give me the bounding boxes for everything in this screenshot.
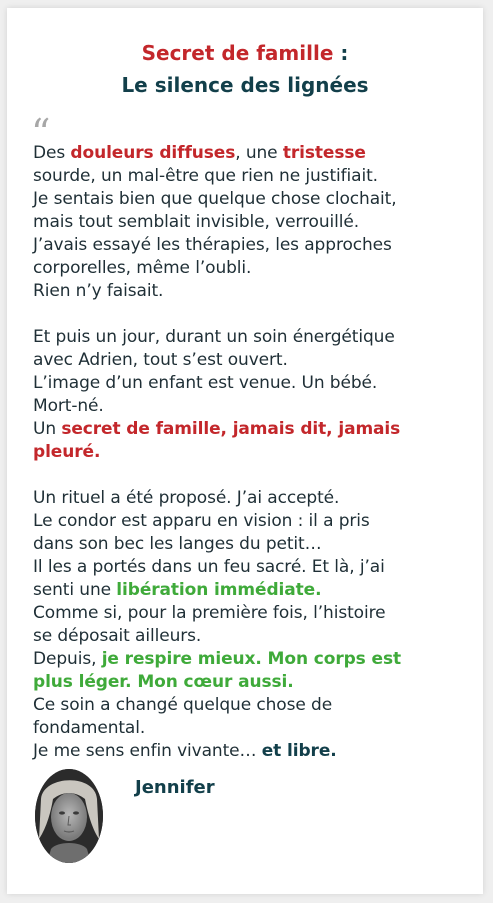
text-line: L’image d’un enfant est venue. Un bébé. [33, 373, 378, 393]
text-line: Rien n’y faisait. [33, 281, 164, 301]
text-line [33, 740, 481, 763]
highlight-green: libération immédiate. [116, 580, 322, 600]
author-name: Jennifer [135, 777, 215, 798]
text-line-highlight: plus léger. Mon cœur aussi. [33, 672, 294, 692]
highlight-dark: et libre. [261, 741, 337, 761]
text-line: Je sentais bien que quelque chose clochait, [33, 189, 397, 209]
text-line [33, 418, 481, 441]
text-line: Et puis un jour, durant un soin énergétique [33, 327, 395, 347]
paragraph-gap [33, 303, 481, 326]
text-line [33, 579, 481, 602]
text-span: Un [33, 419, 62, 439]
title-line-1 [7, 41, 483, 65]
text-line: mais tout semblait invisible, verrouillé. [33, 212, 360, 232]
text-line [33, 142, 481, 165]
text-line: Mort-né. [33, 396, 104, 416]
text-line: fondamental. [33, 718, 146, 738]
text-line: Le condor est apparu en vision : il a pris [33, 511, 370, 531]
text-line: Comme si, pour la première fois, l’histoire [33, 603, 386, 623]
portrait-image [35, 769, 103, 863]
text-line: dans son bec les langes du petit… [33, 534, 322, 554]
text-span: Je me sens enfin vivante… [33, 741, 262, 761]
highlight-red: douleurs diffuses [70, 143, 236, 163]
highlight-red: secret de famille, jamais dit, jamais [61, 419, 401, 439]
paragraph-gap [33, 464, 481, 487]
text-line: avec Adrien, tout s’est ouvert. [33, 350, 288, 370]
text-span: Des [33, 143, 71, 163]
text-line: sourde, un mal-être que rien ne justifiait. [33, 166, 378, 186]
text-line: corporelles, même l’oubli. [33, 258, 252, 278]
text-span: , une [235, 143, 283, 163]
title-line-2: Le silence des lignées [121, 73, 369, 97]
text-line: J’avais essayé les thérapies, les approches [33, 235, 392, 255]
highlight-green: je respire mieux. Mon corps est [101, 649, 401, 669]
text-line: Il les a portés dans un feu sacré. Et là, j’ai [33, 557, 385, 577]
text-line: Un rituel a été proposé. J’ai accepté. [33, 488, 340, 508]
text-line [33, 648, 481, 671]
text-line: Ce soin a changé quelque chose de [33, 695, 333, 715]
testimonial-card [7, 8, 483, 894]
text-line-highlight: pleuré. [33, 442, 101, 462]
text-span: senti une [33, 580, 117, 600]
text-line: se déposait ailleurs. [33, 626, 202, 646]
text-span: Depuis, [33, 649, 102, 669]
title-colon: : [333, 41, 349, 65]
title-highlight: Secret de famille [141, 41, 334, 65]
highlight-red: tristesse [282, 143, 366, 163]
testimonial-text [33, 142, 481, 763]
quote-icon: “ [31, 111, 51, 155]
avatar [35, 769, 103, 863]
